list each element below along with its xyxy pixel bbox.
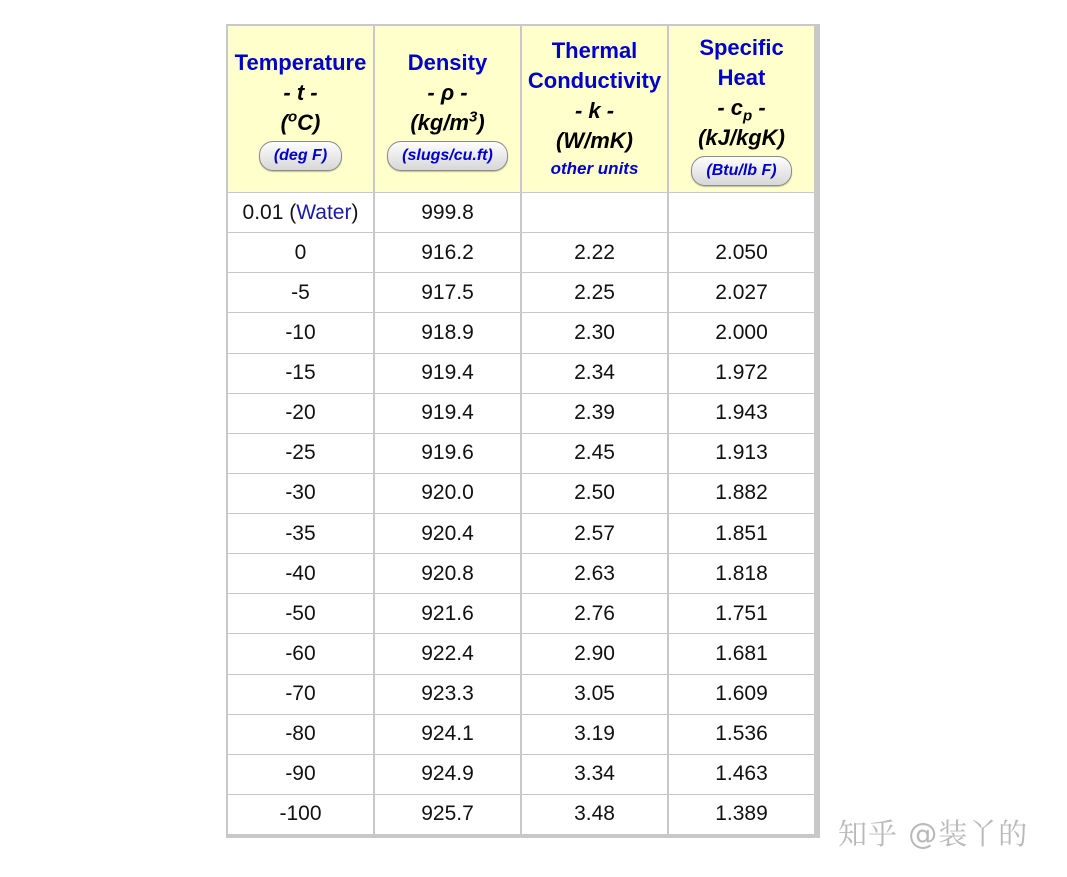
other-units-link[interactable]: other units — [550, 159, 639, 178]
density-cell: 920.8 — [375, 554, 520, 593]
table-row — [228, 474, 814, 513]
header-density-title: Density — [407, 49, 488, 75]
temperature-cell: -70 — [228, 675, 373, 714]
temperature-cell: -20 — [228, 394, 373, 433]
specific-heat-cell: 1.536 — [669, 715, 814, 754]
temperature-cell: -25 — [228, 434, 373, 473]
density-cell: 924.1 — [375, 715, 520, 754]
header-conductivity-unit: (W/mK) — [556, 128, 633, 153]
density-cell: 919.6 — [375, 434, 520, 473]
specific-heat-cell: 1.913 — [669, 434, 814, 473]
conductivity-cell: 3.05 — [522, 675, 667, 714]
conductivity-cell: 2.45 — [522, 434, 667, 473]
table-row — [228, 313, 814, 352]
header-specific-heat — [669, 26, 814, 192]
header-specific-heat-unit: (kJ/kgK) — [698, 124, 785, 150]
header-specific-heat-title-line2: Heat — [717, 64, 766, 90]
temperature-cell: 0 — [228, 233, 373, 272]
density-cell: 920.0 — [375, 474, 520, 513]
conductivity-cell: 3.19 — [522, 715, 667, 754]
table-row — [228, 354, 814, 393]
specific-heat-cell: 2.000 — [669, 313, 814, 352]
temperature-cell: -60 — [228, 634, 373, 673]
table-row — [228, 634, 814, 673]
table-row — [228, 594, 814, 633]
conductivity-cell: 2.90 — [522, 634, 667, 673]
header-density-symbol: - ρ - — [427, 79, 468, 105]
table-row — [228, 795, 814, 834]
specific-heat-cell: 1.389 — [669, 795, 814, 834]
header-thermal-conductivity — [522, 26, 667, 192]
temperature-cell: 0.01 (Water) — [228, 193, 373, 232]
conductivity-cell: 2.25 — [522, 273, 667, 312]
deg-f-unit-button[interactable]: (deg F) — [259, 141, 342, 171]
table-row — [228, 675, 814, 714]
density-cell: 919.4 — [375, 354, 520, 393]
table-row — [228, 394, 814, 433]
specific-heat-cell: 1.681 — [669, 634, 814, 673]
density-cell: 925.7 — [375, 795, 520, 834]
density-cell: 918.9 — [375, 313, 520, 352]
conductivity-cell: 2.50 — [522, 474, 667, 513]
slugs-cuft-unit-button[interactable]: (slugs/cu.ft) — [387, 141, 508, 171]
specific-heat-cell: 1.943 — [669, 394, 814, 433]
density-cell: 917.5 — [375, 273, 520, 312]
temperature-cell: -50 — [228, 594, 373, 633]
header-specific-heat-title-line1: Specific — [699, 34, 784, 60]
density-cell: 923.3 — [375, 675, 520, 714]
specific-heat-cell: 1.609 — [669, 675, 814, 714]
temperature-cell: -90 — [228, 755, 373, 794]
conductivity-cell: 2.22 — [522, 233, 667, 272]
header-temperature — [228, 26, 373, 192]
specific-heat-cell: 1.972 — [669, 354, 814, 393]
specific-heat-cell: 1.463 — [669, 755, 814, 794]
btu-lb-f-unit-button[interactable]: (Btu/lb F) — [691, 156, 791, 186]
temperature-cell: -10 — [228, 313, 373, 352]
density-cell: 916.2 — [375, 233, 520, 272]
specific-heat-cell: 2.027 — [669, 273, 814, 312]
density-cell: 922.4 — [375, 634, 520, 673]
table-row — [228, 233, 814, 272]
table-row — [228, 514, 814, 553]
ice-properties-table — [226, 25, 816, 835]
density-cell: 999.8 — [375, 193, 520, 232]
temperature-cell: -30 — [228, 474, 373, 513]
conductivity-cell: 2.39 — [522, 394, 667, 433]
conductivity-cell: 3.48 — [522, 795, 667, 834]
density-cell: 921.6 — [375, 594, 520, 633]
header-conductivity-title-line1: Thermal — [551, 38, 638, 63]
density-cell: 919.4 — [375, 394, 520, 433]
temperature-cell: -100 — [228, 795, 373, 834]
conductivity-cell — [522, 193, 667, 232]
specific-heat-cell: 2.050 — [669, 233, 814, 272]
conductivity-cell: 3.34 — [522, 755, 667, 794]
ice-properties-table-wrapper — [226, 24, 820, 838]
temperature-cell: -40 — [228, 554, 373, 593]
header-density-unit: $(kg/m^3)$ — [410, 108, 485, 135]
conductivity-cell: 2.30 — [522, 313, 667, 352]
header-density — [375, 26, 520, 192]
specific-heat-cell: 1.751 — [669, 594, 814, 633]
table-row — [228, 755, 814, 794]
zhihu-watermark: 知乎 @装丫的 — [838, 817, 1029, 851]
temperature-cell: -80 — [228, 715, 373, 754]
header-specific-heat-symbol: - $c_p$ - — [717, 94, 766, 124]
specific-heat-cell: 1.851 — [669, 514, 814, 553]
conductivity-cell: 2.63 — [522, 554, 667, 593]
header-row — [228, 26, 814, 192]
table-row — [228, 434, 814, 473]
conductivity-cell: 2.76 — [522, 594, 667, 633]
temperature-cell: -5 — [228, 273, 373, 312]
conductivity-cell: 2.57 — [522, 514, 667, 553]
density-cell: 924.9 — [375, 755, 520, 794]
table-row — [228, 554, 814, 593]
table-row — [228, 273, 814, 312]
temperature-cell: -35 — [228, 514, 373, 553]
conductivity-cell: 2.34 — [522, 354, 667, 393]
temperature-cell: -15 — [228, 354, 373, 393]
header-temperature-symbol: - t - — [283, 79, 318, 105]
header-temperature-unit: ($^o$C) — [280, 108, 321, 135]
table-row — [228, 193, 814, 232]
density-cell: 920.4 — [375, 514, 520, 553]
header-temperature-title: Temperature — [234, 49, 367, 75]
specific-heat-cell — [669, 193, 814, 232]
header-conductivity-symbol: - k - — [574, 98, 615, 123]
table-row — [228, 715, 814, 754]
specific-heat-cell: 1.882 — [669, 474, 814, 513]
header-conductivity-title-line2: Conductivity — [527, 68, 662, 93]
specific-heat-cell: 1.818 — [669, 554, 814, 593]
water-link[interactable]: Water — [296, 200, 352, 224]
